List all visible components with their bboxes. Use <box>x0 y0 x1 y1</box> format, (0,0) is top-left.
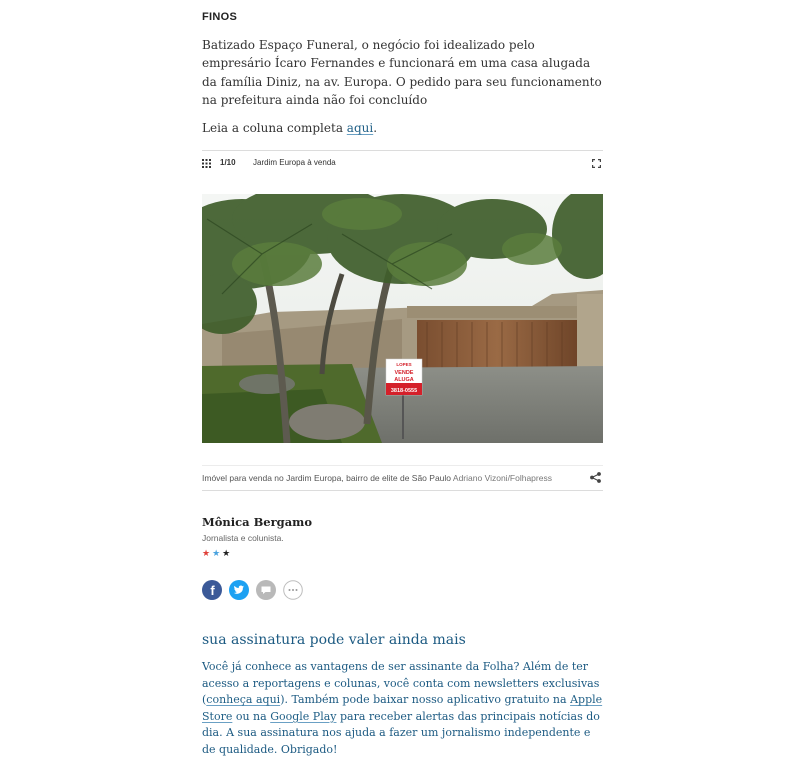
gallery-photo[interactable] <box>202 194 603 443</box>
star-red-icon: ★ <box>202 549 213 559</box>
promo-title: sua assinatura pode valer ainda mais <box>202 632 466 648</box>
grid-icon[interactable] <box>202 159 211 168</box>
promo-text-3: ou na <box>232 709 271 723</box>
promo-text <box>202 659 604 759</box>
facebook-share-button[interactable] <box>202 580 222 600</box>
google-play-link[interactable]: Google Play <box>270 709 337 723</box>
twitter-icon <box>229 580 249 600</box>
promo-text-1: Você já conhece as vantagens de ser assinante da Folha? Além de ter acesso a reportagens e colunas, você conta com newsletters exclusivas ( <box>202 660 600 707</box>
facebook-glyph: f <box>210 583 215 598</box>
caption-top-divider <box>202 465 603 466</box>
promo-text-2: ). Também pode baixar nosso aplicativo gratuito na <box>280 693 571 707</box>
sign-line2: ALUGA <box>394 377 414 383</box>
sign-phone: 3818-0555 <box>390 388 418 394</box>
gallery-header <box>202 156 603 172</box>
promo-text-4: para receber alertas das principais notícias do dia. A sua assinatura nos ajuda a fazer um jornalismo independente e de qualidade. Obrigado! <box>202 709 600 756</box>
comment-icon <box>256 580 276 600</box>
house-photo <box>202 194 603 443</box>
sign-brand: LOPES <box>396 362 412 367</box>
share-icon[interactable] <box>590 472 601 483</box>
author-name[interactable]: Mônica Bergamo <box>202 515 313 529</box>
star-black-icon: ★ <box>222 549 233 559</box>
author-role: Jornalista e colunista. <box>202 533 284 543</box>
comment-button[interactable] <box>256 580 276 600</box>
caption-bottom-divider <box>202 490 603 491</box>
read-more-suffix: . <box>373 121 378 135</box>
read-more-prefix: Leia a coluna completa <box>202 121 347 135</box>
fullscreen-icon[interactable] <box>592 159 601 168</box>
author-stars <box>202 549 232 559</box>
facebook-icon <box>202 580 222 600</box>
gallery-top-divider <box>202 150 603 151</box>
caption-text-wrap <box>202 473 552 483</box>
gallery-counter: 1/10 <box>220 158 236 167</box>
more-icon <box>283 580 303 600</box>
caption-text: Imóvel para venda no Jardim Europa, bairro de elite de São Paulo <box>202 473 453 483</box>
section-label: FINOS <box>202 11 238 23</box>
more-options-button[interactable] <box>283 580 303 600</box>
photo-caption <box>202 472 603 486</box>
gallery-title: Jardim Europa à venda <box>253 158 336 167</box>
sign-line1: VENDE <box>394 370 414 376</box>
read-more-link[interactable]: aqui <box>346 121 374 135</box>
photo-credit: Adriano Vizoni/Folhapress <box>452 473 552 483</box>
article-paragraph: Batizado Espaço Funeral, o negócio foi idealizado pelo empresário Ícaro Fernandes e funcionará em uma casa alugada da família Diniz, na av. Europa. O pedido para seu funcionamento na prefeitura ainda não foi concluído <box>202 38 602 107</box>
newsletters-link[interactable]: conheça aqui <box>206 693 281 707</box>
read-more-line <box>202 121 377 135</box>
star-blue-icon: ★ <box>212 549 223 559</box>
twitter-share-button[interactable] <box>229 580 249 600</box>
apple-store-link[interactable]: Apple Store <box>202 693 603 723</box>
